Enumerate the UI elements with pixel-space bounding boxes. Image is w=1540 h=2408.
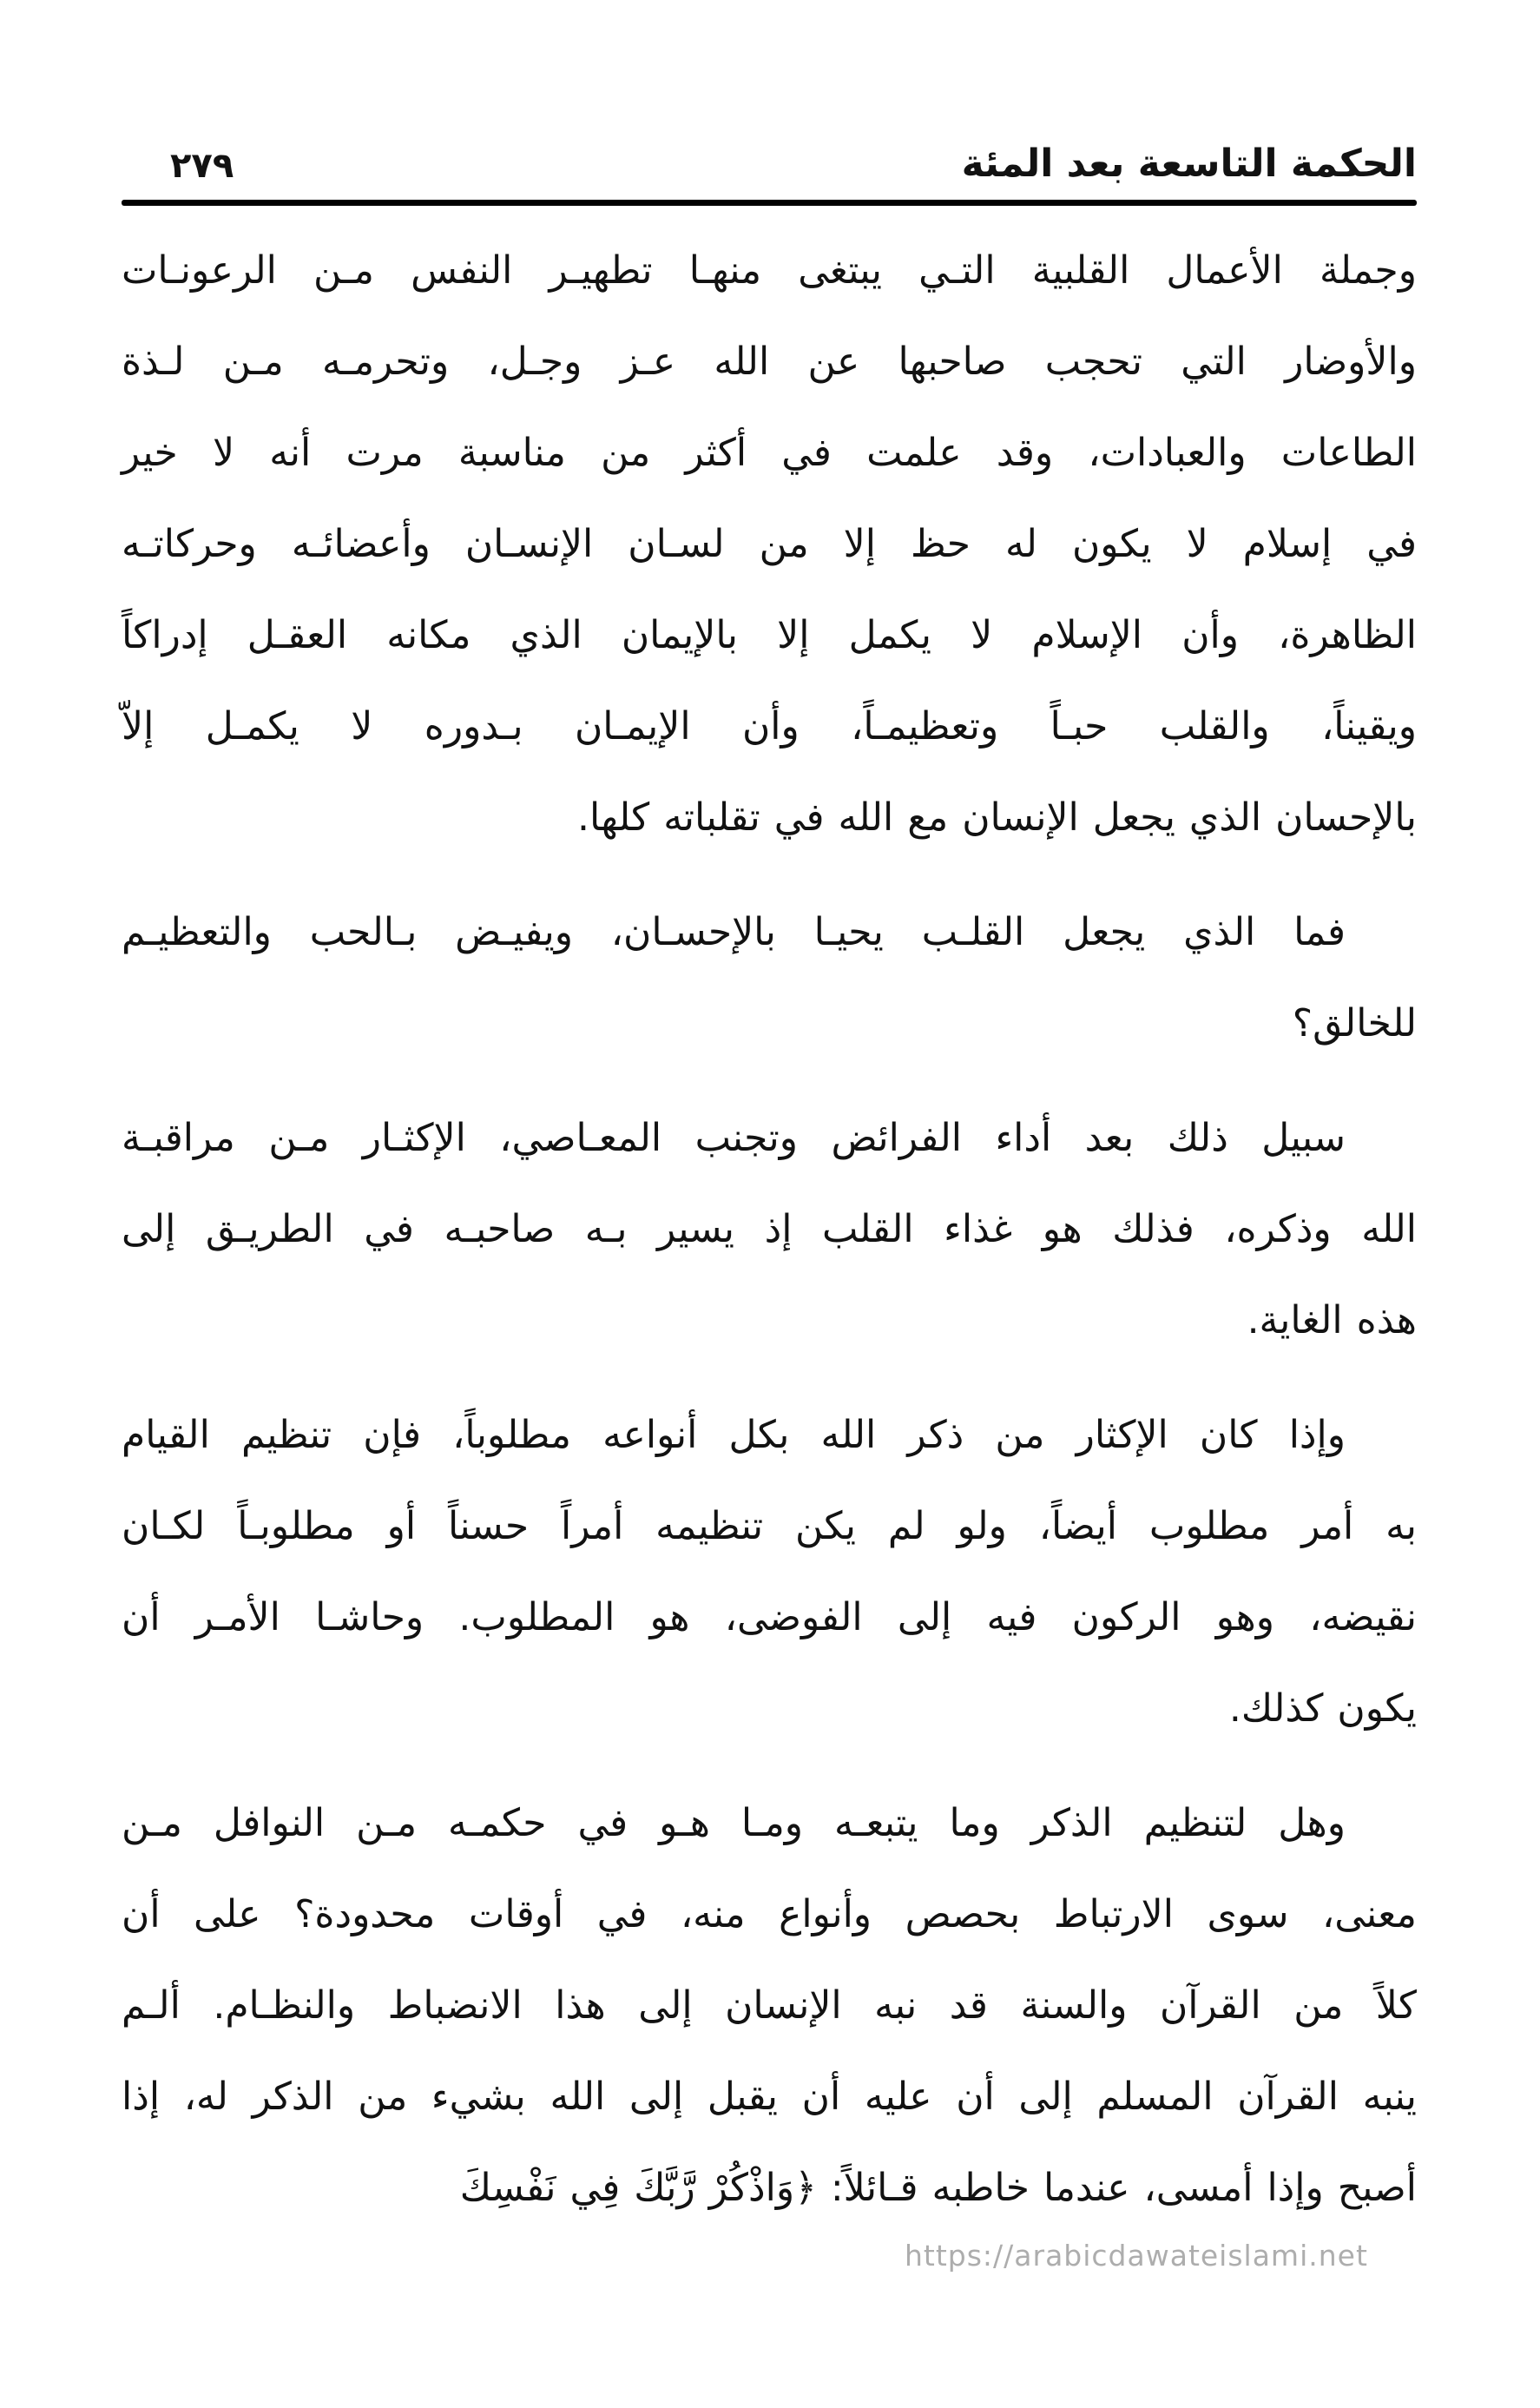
text-line: سبيل ذلك بعد أداء الفرائض وتجنب المعـاصي، الإكثـار مـن مراقبـة (122, 1116, 1346, 1160)
text-line: بالإحسان الذي يجعل الإنسان مع الله في تقلباته كلها. (577, 795, 1417, 840)
text-line: فما الذي يجعل القلـب يحيـا بالإحسـان، ويفيـض بـالحب والتعظيـم (122, 910, 1346, 954)
text-line: الظاهرة، وأن الإسلام لا يكمل إلا بالإيمان الذي مكانه العقـل إدراكاً (122, 613, 1417, 657)
text-line: للخالق؟ (1292, 1001, 1417, 1046)
text-line: معنى، سوى الارتباط بحصص وأنواع منه، في أوقات محدودة؟ على أن (122, 1892, 1417, 1936)
text-line: نقيضه، وهو الركون فيه إلى الفوضى، هو المطلوب. وحاشـا الأمـر أن (122, 1595, 1417, 1639)
page-body (122, 225, 1417, 2233)
paragraph (122, 225, 1417, 863)
text-line: أصبح وإذا أمسى، عندما خاطبه قـائلاً: ﴿وَاذْكُرْ رَّبَّكَ فِي نَفْسِكَ (459, 2166, 1417, 2210)
paragraph (122, 1389, 1417, 1754)
text-line: ويقيناً، والقلب حبـاً وتعظيمـاً، وأن الإيمـان بـدوره لا يكمـل إلاّ (122, 704, 1417, 749)
text-line: به أمر مطلوب أيضاً، ولو لم يكن تنظيمه أمراً حسناً أو مطلوبـاً لكـان (122, 1504, 1417, 1548)
text-line: وهل لتنظيم الذكر وما يتبعـه ومـا هـو في حكمـه مـن النوافل مـن (122, 1801, 1346, 1845)
text-line: كلاً من القرآن والسنة قد نبه الإنسان إلى هذا الانضباط والنظـام. ألـم (122, 1983, 1417, 2028)
text-line: وجملة الأعمال القلبية التـي يبتغى منهـا تطهيـر النفس مـن الرعونـات (122, 248, 1417, 293)
text-line: الطاعات والعبادات، وقد علمت في أكثر من مناسبة مرت أنه لا خير (122, 431, 1417, 475)
chapter-title: الحكمة التاسعة بعد المئة (961, 142, 1417, 186)
text-line: هذه الغاية. (1247, 1298, 1417, 1343)
watermark-url: https://arabicdawateislami.net (905, 2239, 1368, 2273)
paragraph (122, 887, 1417, 1069)
text-line: في إسلام لا يكون له حظ إلا من لسـان الإنسـان وأعضائـه وحركاتـه (122, 522, 1417, 566)
paragraph (122, 1092, 1417, 1366)
text-line: وإذا كان الإكثار من ذكر الله بكل أنواعه مطلوباً، فإن تنظيم القيام (122, 1413, 1346, 1457)
text-line: ينبه القرآن المسلم إلى أن عليه أن يقبل إلى الله بشيء من الذكر له، إذا (122, 2075, 1417, 2119)
page-header (122, 0, 1417, 186)
text-line: الله وذكره، فذلك هو غذاء القلب إذ يسير بـه صاحبـه في الطريـق إلى (122, 1207, 1417, 1251)
paragraph (122, 1778, 1417, 2233)
header-rule (122, 200, 1417, 206)
page-number: ٢٧٩ (170, 146, 234, 186)
text-line: يكون كذلك. (1228, 1686, 1417, 1731)
text-line: والأوضار التي تحجب صاحبها عن الله عـز وجـل، وتحرمـه مـن لـذة (122, 340, 1417, 384)
